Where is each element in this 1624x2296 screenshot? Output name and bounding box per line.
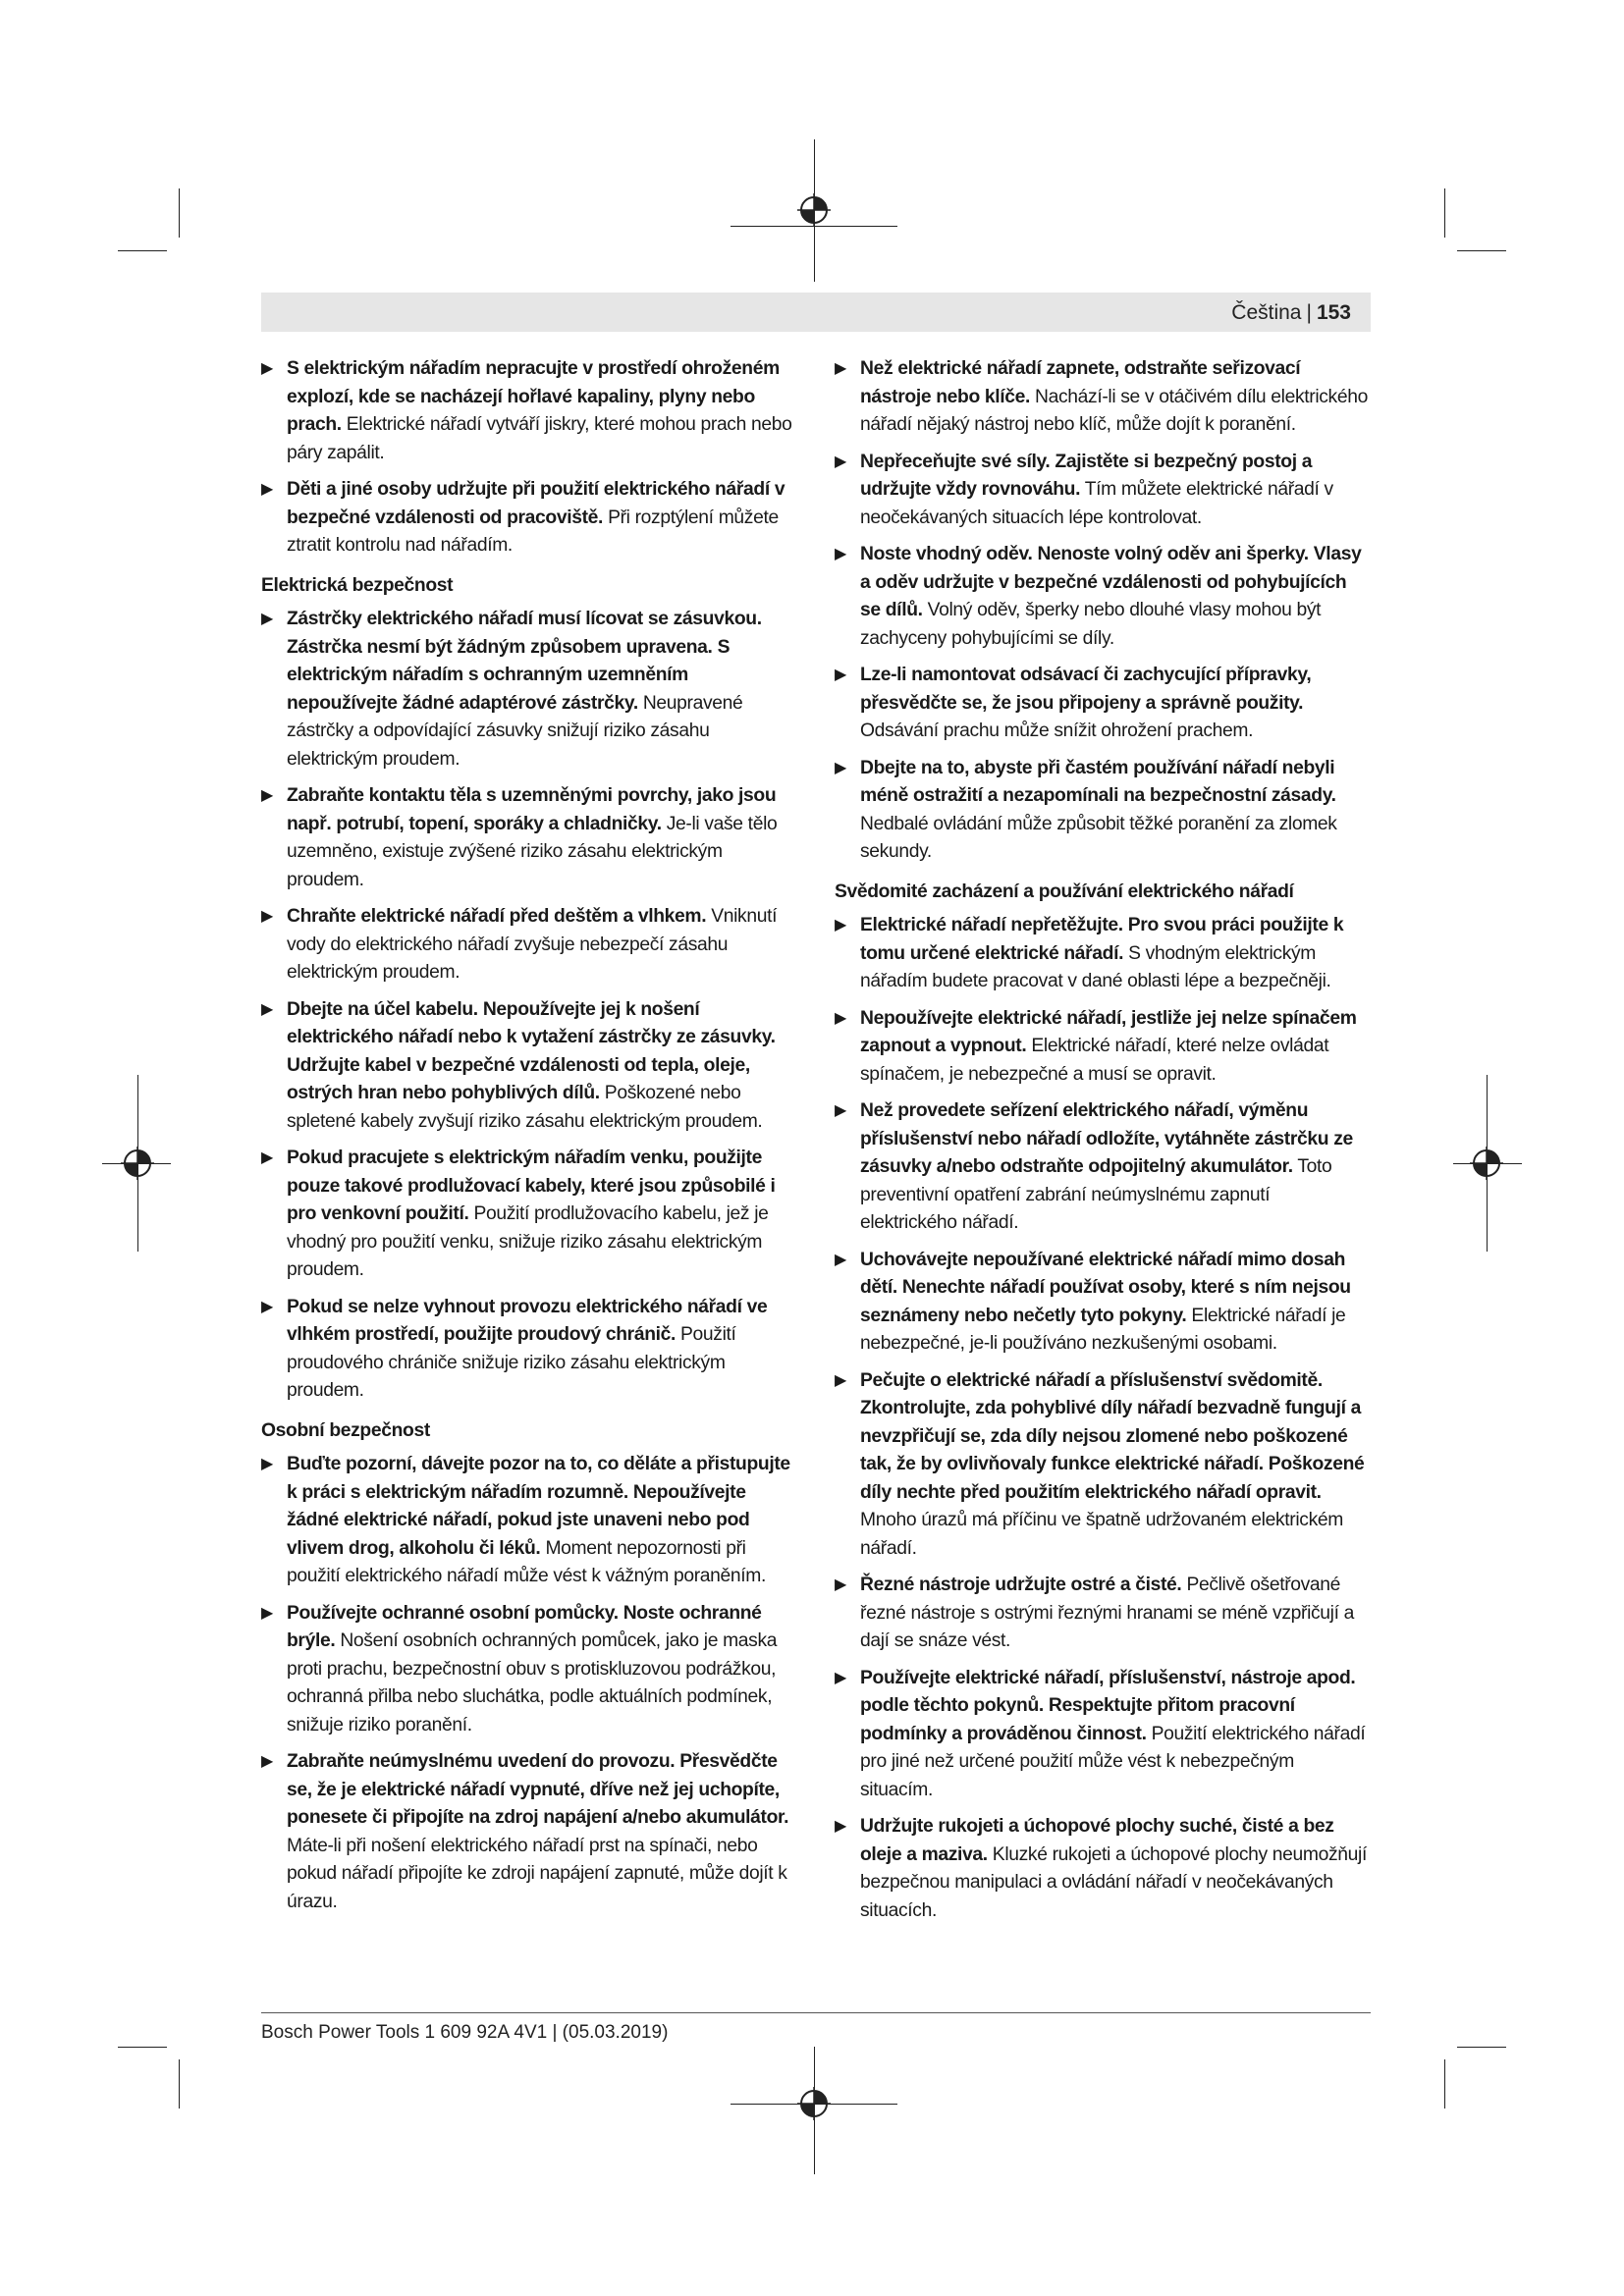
safety-item-explanation: Poškozené nebo spletené kabely zvyšují riziko zásahu elektrickým proudem. (287, 1083, 763, 1132)
safety-item (261, 996, 797, 1137)
section-heading: Svědomité zacházení a používání elektrického nářadí (835, 881, 1294, 902)
safety-item-explanation: Nedbalé ovládání může způsobit těžké poranění za zlomek sekundy. (860, 813, 1337, 862)
header-language: Čeština (1231, 301, 1302, 324)
safety-item-explanation: Nošení osobních ochranných pomůcek, jako je maska proti prachu, bezpečnostní obuv s protiskluzovou podrážkou, ochranná přilba nebo sluchátka, podle aktuálních podmínek, snižuje riziko poranění. (287, 1630, 778, 1735)
bullet-arrow-icon: ▶ (261, 1149, 273, 1166)
safety-item (835, 1247, 1371, 1359)
bullet-arrow-icon: ▶ (835, 546, 846, 562)
footer-text: Bosch Power Tools 1 609 92A 4V1 | (05.03.2019) (261, 2022, 669, 2043)
safety-item-explanation: Odsávání prachu může snížit ohrožení prachem. (860, 721, 1254, 741)
safety-item-explanation: Moment nepozornosti při použití elektrického nářadí může vést k vážným poraněním. (287, 1537, 767, 1586)
safety-item-instruction: Buďte pozorní, dávejte pozor na to, co děláte a přistupujte k práci s elektrickým nářadím rozumně. Nepoužívejte žádné elektrické nářadí, pokud jste unaveni nebo pod vlivem drog, alkoholu či léků. (287, 1454, 790, 1559)
header-text (1231, 301, 1351, 325)
crop-mark (118, 250, 167, 251)
bullet-arrow-icon: ▶ (835, 360, 846, 377)
safety-item-explanation: Použití prodlužovacího kabelu, jež je vhodný pro použití venku, snižuje riziko zásahu elektrickým proudem. (287, 1203, 769, 1280)
safety-item-explanation: Vniknutí vody do elektrického nářadí zvyšuje nebezpečí zásahu elektrickým proudem. (287, 906, 778, 983)
bullet-arrow-icon: ▶ (835, 667, 846, 683)
safety-item-explanation: Použití elektrického nářadí pro jiné než určené použití může vést k nebezpečným situacím. (860, 1723, 1366, 1800)
safety-item-instruction: Nepřeceňujte své síly. Zajistěte si bezpečný postoj a udržujte vždy rovnováhu. (860, 451, 1313, 500)
bullet-arrow-icon: ▶ (835, 1251, 846, 1268)
safety-item-instruction: Pokud se nelze vyhnout provozu elektrického nářadí ve vlhkém prostředí, použijte proudový chránič. (287, 1296, 768, 1345)
safety-item (261, 782, 797, 894)
bullet-arrow-icon: ▶ (835, 1371, 846, 1389)
registration-target-icon (1470, 1147, 1503, 1180)
safety-item (261, 1294, 797, 1406)
safety-item (261, 1145, 797, 1285)
bullet-arrow-icon: ▶ (261, 611, 273, 627)
crop-mark (1444, 188, 1445, 238)
bullet-arrow-icon: ▶ (835, 1818, 846, 1835)
crop-mark (179, 2059, 180, 2109)
safety-item-instruction: Chraňte elektrické nářadí před deštěm a vlhkem. (287, 906, 707, 927)
safety-item (835, 1005, 1371, 1090)
safety-item-instruction: Děti a jiné osoby udržujte při použití elektrického nářadí v bezpečné vzdálenosti od pracoviště. (287, 479, 785, 528)
safety-item (261, 355, 797, 467)
safety-item-explanation: Při rozptýlení můžete ztratit kontrolu nad nářadím. (287, 507, 779, 556)
safety-item-instruction: S elektrickým nářadím nepracujte v prostředí ohroženém explozí, kde se nacházejí hořlavé kapaliny, plyny nebo prach. (287, 358, 780, 435)
safety-item-instruction: Zabraňte kontaktu těla s uzemněnými povrchy, jako jsou např. potrubí, topení, sporáky a chladničky. (287, 785, 777, 834)
bullet-arrow-icon: ▶ (835, 1669, 846, 1686)
bullet-arrow-icon: ▶ (261, 908, 273, 925)
header-separator: | (1306, 301, 1312, 324)
section-heading: Elektrická bezpečnost (261, 574, 454, 596)
bullet-arrow-icon: ▶ (835, 1102, 846, 1119)
safety-item-instruction: Dbejte na to, abyste při častém používání nářadí nebyli méně ostražití a nezapomínali na bezpečnostní zásady. (860, 757, 1336, 806)
safety-item-explanation: Elektrické nářadí vytváří jiskry, které mohou prach nebo páry zapálit. (287, 414, 792, 463)
safety-item-explanation: Mnoho úrazů má příčinu ve špatně udržovaném elektrickém nářadí. (860, 1510, 1343, 1559)
safety-item-instruction: Uchovávejte nepoužívané elektrické nářadí mimo dosah dětí. Nenechte nářadí používat osoby, které s ním nejsou seznámeny nebo nečetly tyto pokyny. (860, 1249, 1351, 1326)
safety-item-explanation: Volný oděv, šperky nebo dlouhé vlasy mohou být zachyceny pohybujícími se díly. (860, 600, 1322, 649)
crop-mark (1457, 2047, 1506, 2048)
safety-item (835, 755, 1371, 867)
safety-item-instruction: Udržujte rukojeti a úchopové plochy suché, čisté a bez oleje a maziva. (860, 1816, 1334, 1865)
bullet-arrow-icon: ▶ (261, 1000, 273, 1018)
bullet-arrow-icon: ▶ (261, 787, 273, 804)
safety-item (835, 1367, 1371, 1564)
page-number: 153 (1316, 301, 1351, 324)
safety-item-instruction: Pečujte o elektrické nářadí a příslušenství svědomitě. Zkontrolujte, zda pohyblivé díly nářadí bezvadně fungují a nevzpřičují se, zda díly nejsou zlomené nebo poškozené tak, že by ovlivňovaly funkce elektrické nářadí. Poškozené díly nechte před použitím elektrického nářadí opravit. (860, 1369, 1365, 1503)
bullet-arrow-icon: ▶ (835, 453, 846, 470)
bullet-arrow-icon: ▶ (261, 1753, 273, 1770)
safety-item-explanation: Neupravené zástrčky a odpovídající zásuvky snižují riziko zásahu elektrickým proudem. (287, 692, 743, 770)
safety-item (835, 355, 1371, 440)
safety-item-instruction: Řezné nástroje udržujte ostré a čisté. (860, 1575, 1182, 1595)
registration-target-icon (121, 1147, 154, 1180)
safety-item (835, 1097, 1371, 1238)
safety-item (835, 1665, 1371, 1805)
crop-mark (1444, 2059, 1445, 2109)
page-header (261, 293, 1371, 332)
safety-item-instruction: Noste vhodný oděv. Nenoste volný oděv ani šperky. Vlasy a oděv udržujte v bezpečné vzdálenosti od pohybujících se dílů. (860, 544, 1362, 620)
crop-mark (118, 2047, 167, 2048)
safety-item-instruction: Používejte ochranné osobní pomůcky. Noste ochranné brýle. (287, 1602, 762, 1651)
bullet-arrow-icon: ▶ (261, 1298, 273, 1315)
safety-item-instruction: Pokud pracujete s elektrickým nářadím venku, použijte pouze takové prodlužovací kabely, které jsou způsobilé i pro venkovní použití. (287, 1148, 776, 1224)
safety-item-explanation: Elektrické nářadí, které nelze ovládat spínačem, je nebezpečné a musí se opravit. (860, 1036, 1329, 1085)
registration-target-icon (797, 193, 831, 227)
safety-item-instruction: Nepoužívejte elektrické nářadí, jestliže jej nelze spínačem zapnout a vypnout. (860, 1007, 1357, 1056)
safety-item (835, 449, 1371, 533)
safety-item-explanation: Je-li vaše tělo uzemněno, existuje zvýšené riziko zásahu elektrickým proudem. (287, 813, 778, 890)
safety-item-explanation: Pečlivě ošetřované řezné nástroje s ostrými řeznými hranami se méně vzpřičují a dají se snáze vést. (860, 1575, 1354, 1651)
safety-item-instruction: Zástrčky elektrického nářadí musí lícovat se zásuvkou. Zástrčka nesmí být žádným způsobem upravena. S elektrickým nářadím s ochranným uzemněním nepoužívejte žádné adaptérové zástrčky. (287, 609, 762, 714)
bullet-arrow-icon: ▶ (835, 1009, 846, 1027)
crop-mark (179, 188, 180, 238)
safety-item-instruction: Dbejte na účel kabelu. Nepoužívejte jej k nošení elektrického nářadí nebo k vytažení zástrčky ze zásuvky. Udržujte kabel v bezpečné vzdálenosti od tepla, oleje, ostrých hran nebo pohyblivých dílů. (287, 998, 776, 1103)
bullet-arrow-icon: ▶ (835, 759, 846, 776)
registration-target-icon (797, 2087, 831, 2120)
safety-item-explanation: Použití proudového chrániče snižuje riziko zásahu elektrickým proudem. (287, 1324, 736, 1401)
bullet-arrow-icon: ▶ (261, 481, 273, 498)
safety-item (261, 606, 797, 774)
safety-item-explanation: Kluzké rukojeti a úchopové plochy neumožňují bezpečnou manipulaci a ovládání nářadí v neočekávaných situacích. (860, 1843, 1367, 1921)
safety-item-instruction: Elektrické nářadí nepřetěžujte. Pro svou práci použijte k tomu určené elektrické nářadí. (860, 915, 1344, 964)
safety-item-explanation: S vhodným elektrickým nářadím budete pracovat v dané oblasti lépe a bezpečněji. (860, 942, 1331, 991)
safety-item-explanation: Tím můžete elektrické nářadí v neočekávaných situacích lépe kontrolovat. (860, 479, 1333, 528)
safety-item (835, 912, 1371, 996)
safety-item (835, 1572, 1371, 1656)
bullet-arrow-icon: ▶ (261, 1456, 273, 1472)
crop-mark (1457, 250, 1506, 251)
safety-item-explanation: Máte-li při nošení elektrického nářadí prst na spínači, nebo pokud nářadí připojíte ke zdroji napájení zapnuté, může dojít k úrazu. (287, 1835, 787, 1912)
safety-item-instruction: Než elektrické nářadí zapnete, odstraňte seřizovací nástroje nebo klíče. (860, 358, 1301, 407)
bullet-arrow-icon: ▶ (835, 1576, 846, 1593)
left-column (261, 355, 797, 1925)
safety-item-instruction: Lze-li namontovat odsávací či zachycující přípravky, přesvědčte se, že jsou připojeny a správně použity. (860, 665, 1312, 714)
safety-item-explanation: Elektrické nářadí je nebezpečné, je-li používáno nezkušenými osobami. (860, 1305, 1346, 1354)
safety-item-instruction: Používejte elektrické nářadí, příslušenství, nástroje apod. podle těchto pokynů. Respektujte přitom pracovní podmínky a prováděnou činnost. (860, 1667, 1356, 1744)
bullet-arrow-icon: ▶ (261, 360, 273, 377)
safety-item (261, 1451, 797, 1591)
safety-item-explanation: Toto preventivní opatření zabrání neúmyslnému zapnutí elektrického nářadí. (860, 1156, 1332, 1233)
safety-item-instruction: Zabraňte neúmyslnému uvedení do provozu. Přesvědčte se, že je elektrické nářadí vypnuté, dříve než jej uchopíte, ponesete či připojíte na zdroj napájení a/nebo akumulátor. (287, 1751, 789, 1828)
safety-item-explanation: Nachází-li se v otáčivém dílu elektrického nářadí nějaký nástroj nebo klíč, může dojít k poranění. (860, 386, 1368, 435)
safety-item (261, 1600, 797, 1740)
bullet-arrow-icon: ▶ (261, 1604, 273, 1622)
safety-item-instruction: Než provedete seřízení elektrického nářadí, výměnu příslušenství nebo nářadí odložíte, vytáhněte zástrčku ze zásuvky a/nebo odstraňte odpojitelný akumulátor. (860, 1100, 1353, 1177)
safety-item (261, 476, 797, 561)
safety-item (261, 1748, 797, 1916)
safety-item (835, 541, 1371, 653)
section-heading: Osobní bezpečnost (261, 1419, 430, 1441)
safety-item (261, 903, 797, 988)
safety-item (835, 662, 1371, 746)
footer-divider (261, 2012, 1371, 2013)
safety-item (835, 1813, 1371, 1925)
right-column (835, 355, 1371, 1934)
bullet-arrow-icon: ▶ (835, 917, 846, 934)
